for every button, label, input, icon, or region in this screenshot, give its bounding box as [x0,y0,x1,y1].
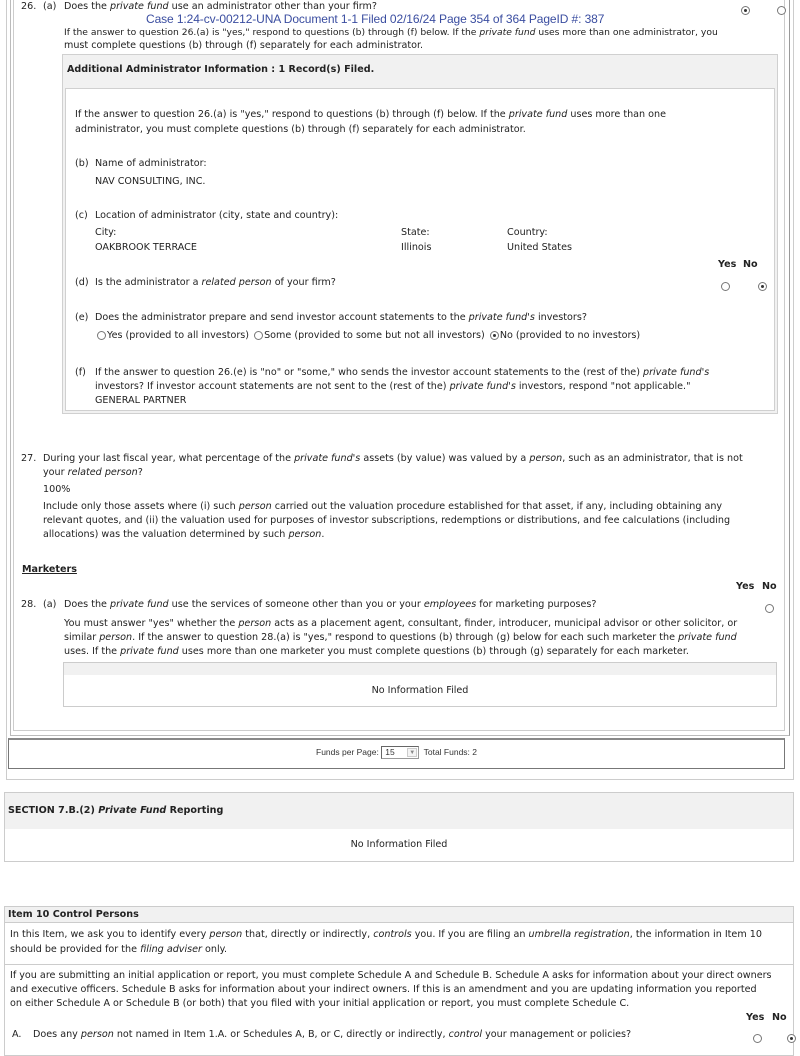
item10-schedules-line3: on either Schedule A or Schedule B (or both) that you filed with your initial application or report, you must complete Schedule C. [10,998,630,1009]
item10a-yes-header: Yes [746,1012,765,1023]
section-7b2-header: SECTION 7.B.(2) Private Fund Reporting [5,793,793,829]
q26e-option-no[interactable]: No (provided to no investors) [490,330,640,341]
q28-instructions-line2: similar person. If the answer to question 28.(a) is "yes," respond to questions (b) through (g) below for each such marketer the private fund [64,632,737,643]
q28-no-header: No [762,581,777,592]
q26b-label: (b) [75,158,89,169]
q26c-label: (c) [75,210,88,221]
item10a-yes-radio[interactable] [753,1034,762,1043]
item10-schedules-line1: If you are submitting an initial application or report, you must complete Schedule A and Schedule B. Schedule A asks for information about your direct owners [10,970,772,981]
q27-note-line1: Include only those assets where (i) such person carried out the valuation procedure established for that asset, if any, including obtaining any [43,501,723,512]
q26e-label: (e) [75,312,89,323]
q27-question-line2: your related person? [43,467,143,478]
record-intro-line1: If the answer to question 26.(a) is "yes," respond to questions (b) through (f) below. If the private fund uses more than one [75,109,667,120]
q26e-no-radio[interactable] [490,331,499,340]
q27-question-line1: During your last fiscal year, what percentage of the private fund's assets (by value) was valued by a person, such as an administrator, that is not [43,453,743,464]
state-label: State: [401,227,430,238]
q27-note-line2: relevant quotes, and (ii) the valuation used for purposes of investor subscriptions, redemptions or distributions, and fee calculations (including [43,515,731,526]
funds-per-page-label: Funds per Page: [316,746,379,757]
q26a-yes-radio[interactable] [741,6,750,15]
item10a-no-radio[interactable] [787,1034,796,1043]
q26b-question: Name of administrator: [95,158,207,169]
additional-administrator-panel [62,54,778,414]
q26f-question-line2: investors? If investor account statements are not sent to the (rest of the) private fund's investors, respond "not applicable." [95,381,691,392]
additional-administrator-title: Additional Administrator Information : 1 Record(s) Filed. [67,64,375,75]
administrator-name-value: NAV CONSULTING, INC. [95,176,206,187]
q26e-option-some[interactable]: Some (provided to some but not all investors) [254,330,485,341]
q26d-no-radio[interactable] [758,282,767,291]
q26c-question: Location of administrator (city, state and country): [95,210,339,221]
administrator-record [65,88,775,411]
q26f-label: (f) [75,367,86,378]
q27-note-line3: allocations) was the valuation determined by such person. [43,529,325,540]
q27-answer: 100% [43,484,71,495]
q26d-yes-radio[interactable] [721,282,730,291]
q26e-yes-radio[interactable] [97,331,106,340]
item10-intro-line2: should be provided for the filing adviser only. [10,944,228,955]
q26e-question: Does the administrator prepare and send investor account statements to the private fund's investors? [95,312,587,323]
q28-yes-header: Yes [736,581,755,592]
q26d-label: (d) [75,277,89,288]
section-7b2-panel [4,792,794,862]
item10-intro-line1: In this Item, we ask you to identify every person that, directly or indirectly, controls you. If you are filing an umbrella registration, the information in Item 10 [10,929,762,940]
item10-intro [5,923,793,965]
q26d-question: Is the administrator a related person of your firm? [95,277,336,288]
item10-title: Item 10 Control Persons [5,907,793,923]
q26-part: (a) [43,1,57,12]
q28-part: (a) [43,599,57,610]
q26e-option-yes[interactable]: Yes (provided to all investors) [97,330,249,341]
item10a-label: A. [12,1029,22,1040]
total-funds-label: Total Funds: 2 [423,746,477,757]
marketers-records-header [64,663,776,675]
chevron-down-icon[interactable]: ▼ [407,748,417,757]
q26e-some-radio[interactable] [254,331,263,340]
q28a-question: Does the private fund use the services of someone other than you or your employees for marketing purposes? [64,599,597,610]
q26d-no-header: No [743,259,758,270]
marketers-records-panel [63,662,777,707]
q26d-yes-header: Yes [718,259,737,270]
q26a-question: Does the private fund use an administrator other than your firm? [64,1,377,12]
pagination-bar [8,738,785,769]
country-value: United States [507,242,572,253]
section-7b2-no-info: No Information Filed [350,839,448,850]
q28-number: 28. [21,599,37,610]
q28-instructions-line3: uses. If the private fund uses more than one marketer you must complete questions (b) through (g) separately for each marketer. [64,646,689,657]
country-label: Country: [507,227,548,238]
pagination-controls [9,746,784,759]
item10a-question: Does any person not named in Item 1.A. or Schedules A, B, or C, directly or indirectly, control your management or policies? [33,1029,632,1040]
document-header-stamp: Case 1:24-cv-00212-UNA Document 1-1 Filed 02/16/24 Page 354 of 364 PageID #: 387 [146,12,605,26]
q27-number: 27. [21,453,37,464]
funds-per-page-value: 15 [385,747,395,757]
item10a-no-header: No [772,1012,787,1023]
q28-instructions-line1: You must answer "yes" whether the person acts as a placement agent, consultant, finder, introducer, municipal advisor or other solicitor, or [64,618,738,629]
q28a-yes-radio[interactable] [765,604,774,613]
q26a-no-radio[interactable] [777,6,786,15]
record-intro-line2: administrator, you must complete questions (b) through (f) separately for each administrator. [75,124,526,135]
funds-per-page-select[interactable] [381,746,419,759]
item10-panel [4,906,794,1056]
q26-number: 26. [21,1,37,12]
item10-schedules-line2: and executive officers. Schedule B asks for information about your indirect owners. If this is an amendment and you are updating information you reported [10,984,757,995]
city-value: OAKBROOK TERRACE [95,242,197,253]
q26e-options [97,329,640,342]
q26f-question-line1: If the answer to question 26.(e) is "no" or "some," who sends the investor account statements to the (rest of the) private fund's [95,367,710,378]
marketers-heading: Marketers [22,564,77,575]
city-label: City: [95,227,117,238]
q26f-answer: GENERAL PARTNER [95,395,187,406]
state-value: Illinois [401,242,432,253]
q26-instructions-line2: must complete questions (b) through (f) separately for each administrator. [64,40,424,51]
marketers-no-info: No Information Filed [371,685,469,696]
q26-instructions-line1: If the answer to question 26.(a) is "yes," respond to questions (b) through (f) below. If the private fund uses more than one administrator, you [64,27,718,38]
